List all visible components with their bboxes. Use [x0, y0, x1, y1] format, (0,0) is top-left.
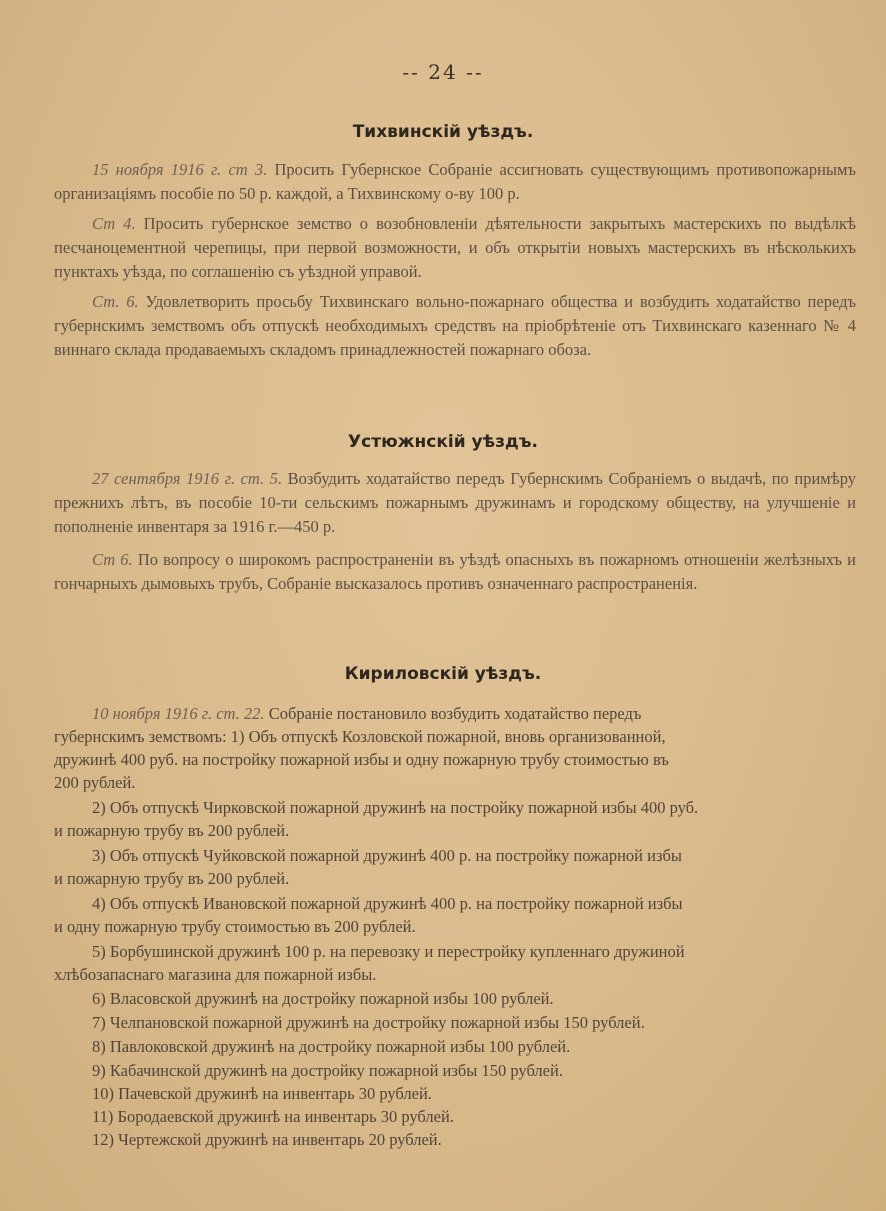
list-line — [92, 704, 856, 724]
list-line: дружинѣ 400 руб. на постройку пожарной избы и одну пожарную трубу стоимостью въ — [54, 750, 669, 769]
list-line: 4) Объ отпускѣ Ивановской пожарной дружинѣ 400 р. на постройку пожарной избы — [92, 894, 683, 913]
paragraph-lead: Ст 4. — [92, 214, 136, 233]
section-title-ustyuzhna: Устюжнскій уѣздъ. — [348, 432, 538, 452]
list-line: хлѣбозапаснаго магазина для пожарной избы. — [54, 965, 377, 984]
line-text: Собраніе постановило возбудить ходатайство передъ — [264, 704, 642, 723]
paragraph-text: Возбудить ходатайство передъ Губернскимъ Собраніемъ о выдачѣ, по примѣру прежнихъ лѣтъ, въ пособіе 10-ти сельскимъ пожарнымъ дружинамъ и городскому обществу, на улучшеніе и пополненіе инвентаря за 1916 г.—450 р. — [54, 469, 856, 536]
list-line: 9) Кабачинской дружинѣ на достройку пожарной избы 150 рублей. — [92, 1061, 563, 1080]
list-line: 7) Челпановской пожарной дружинѣ на достройку пожарной избы 150 рублей. — [92, 1013, 645, 1032]
section-title-kirillov: Кириловскій уѣздъ. — [344, 664, 542, 684]
list-line: 3) Объ отпускѣ Чуйковской пожарной дружинѣ 400 р. на постройку пожарной избы — [92, 846, 682, 865]
list-line: 2) Объ отпускѣ Чирковской пожарной дружинѣ на постройку пожарной избы 400 руб. — [92, 798, 699, 817]
list-line: 12) Чертежской дружинѣ на инвентарь 20 рублей. — [92, 1130, 442, 1149]
paragraph-text: Просить Губернское Собраніе ассигновать существующимъ противопожарнымъ организаціямъ пособіе по 50 р. каждой, а Тихвинскому о-ву 100 р. — [54, 160, 856, 203]
list-line: 10) Пачевской дружинѣ на инвентарь 30 рублей. — [92, 1084, 432, 1103]
paragraph-lead: Ст. 6. — [92, 292, 139, 311]
paragraph-lead: 15 ноября 1916 г. ст 3. — [92, 160, 268, 179]
page-number: -- 24 -- — [402, 60, 484, 84]
paragraph-tikhvin-1 — [54, 158, 856, 206]
list-line: 6) Власовской дружинѣ на достройку пожарной избы 100 рублей. — [92, 989, 554, 1008]
list-line: 11) Бородаевской дружинѣ на инвентарь 30 рублей. — [92, 1107, 454, 1126]
list-line: губернскимъ земствомъ: 1) Объ отпускѣ Козловской пожарной, вновь организованной, — [54, 727, 666, 746]
paragraph-ustyuzhna-1 — [54, 467, 856, 539]
section-title-tikhvin: Тихвинскій уѣздъ. — [352, 122, 534, 142]
list-line: и пожарную трубу въ 200 рублей. — [54, 821, 290, 840]
paragraph-ustyuzhna-2 — [54, 548, 856, 596]
paragraph-lead: Ст 6. — [92, 550, 133, 569]
list-line: 200 рублей. — [54, 773, 136, 792]
paragraph-tikhvin-2 — [54, 212, 856, 284]
list-line: 8) Павлоковской дружинѣ на достройку пожарной избы 100 рублей. — [92, 1037, 571, 1056]
paragraph-text: По вопросу о широкомъ распространеніи въ уѣздѣ опасныхъ въ пожарномъ отношеніи желѣзныхъ и гончарныхъ дымовыхъ трубъ, Собраніе высказалось противъ означеннаго распространенія. — [54, 550, 856, 593]
paragraph-tikhvin-3 — [54, 290, 856, 362]
paragraph-text: Просить губернское земство о возобновленіи дѣятельности закрытыхъ мастерскихъ по выдѣлкѣ песчаноцементной черепицы, при первой возможности, и объ открытіи новыхъ мастерскихъ въ нѣсколькихъ пунктахъ уѣзда, по соглашенію съ уѣздной управой. — [54, 214, 856, 281]
paragraph-lead: 10 ноября 1916 г. ст. 22. — [92, 704, 265, 723]
list-line: и пожарную трубу въ 200 рублей. — [54, 869, 290, 888]
list-line: и одну пожарную трубу стоимостью въ 200 рублей. — [54, 917, 416, 936]
paragraph-text: Удовлетворить просьбу Тихвинскаго вольно-пожарнаго общества и возбудить ходатайство передъ губернскимъ земствомъ объ отпускѣ необходимыхъ средствъ на пріобрѣтеніе отъ Тихвинскаго казеннаго № 4 виннаго склада продаваемыхъ складомъ принадлежностей пожарнаго обоза. — [54, 292, 856, 359]
paragraph-lead: 27 сентября 1916 г. ст. 5. — [92, 469, 283, 488]
list-line: 5) Борбушинской дружинѣ 100 р. на перевозку и перестройку купленнаго дружиной — [92, 942, 685, 961]
